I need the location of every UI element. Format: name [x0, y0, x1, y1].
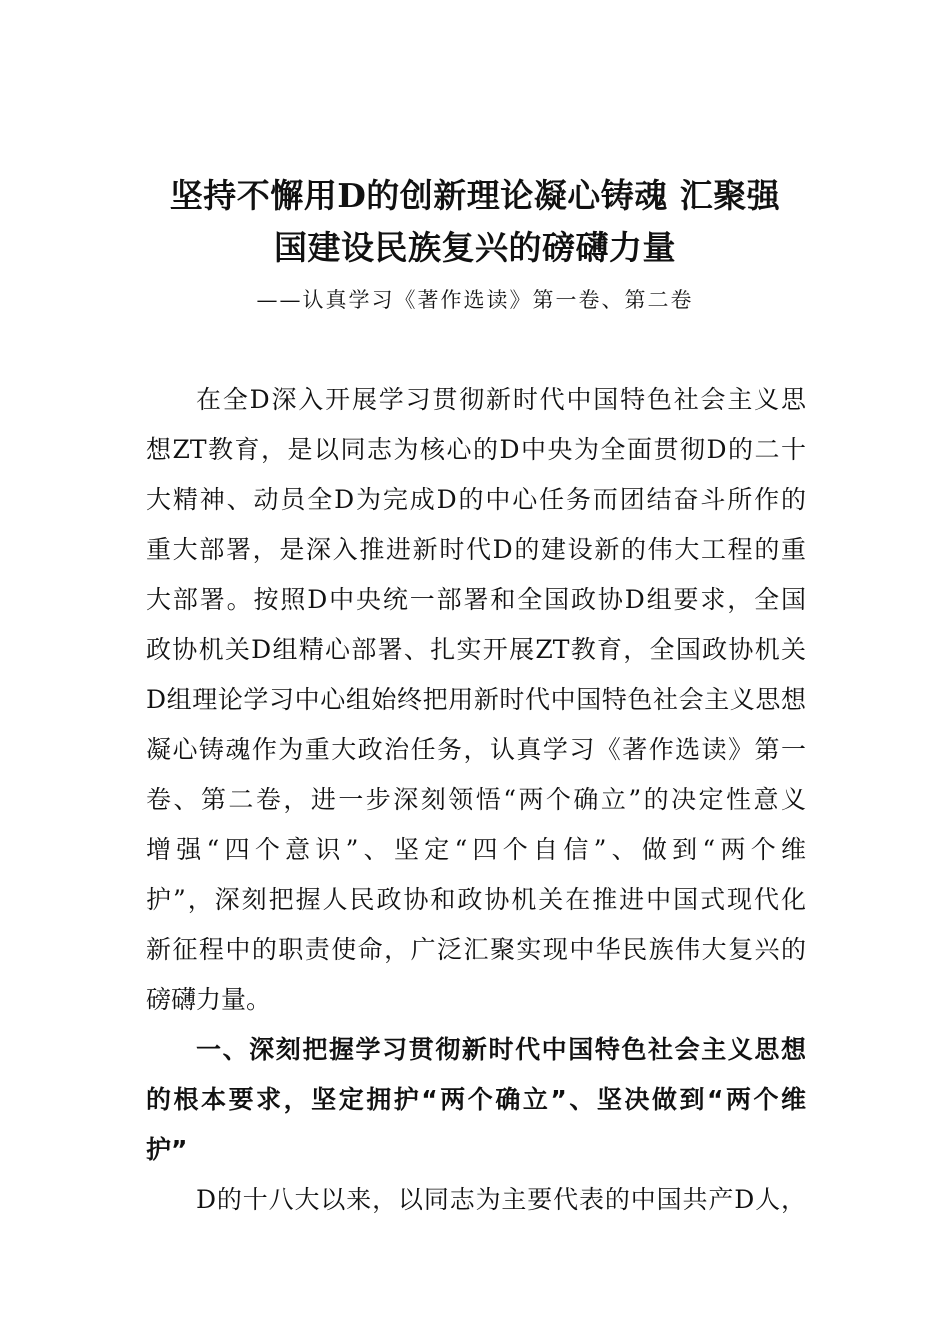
paragraph-1-line: 磅礴力量。	[146, 985, 272, 1014]
paragraph-1-line: D组理论学习中心组始终把用新时代中国特色社会主义思想	[146, 685, 806, 714]
document-title-line-2: 国建设民族复兴的磅礴力量	[274, 228, 676, 267]
paragraph-1-line: 增强“四个意识”、坚定“四个自信”、做到“两个维	[146, 835, 806, 864]
section-heading-line: 的根本要求，坚定拥护“两个确立”、坚决做到“两个维	[146, 1085, 806, 1114]
section-heading-line: 一、深刻把握学习贯彻新时代中国特色社会主义思想	[196, 1035, 806, 1064]
paragraph-1-line: 凝心铸魂作为重大政治任务，认真学习《著作选读》第一	[146, 735, 806, 764]
document-subtitle: ——认真学习《著作选读》第一卷、第二卷	[256, 288, 694, 312]
section-heading-line: 护”	[146, 1135, 188, 1164]
paragraph-2-line: D的十八大以来，以同志为主要代表的中国共产D人，	[196, 1185, 806, 1214]
paragraph-1-line: 新征程中的职责使命，广泛汇聚实现中华民族伟大复兴的	[146, 935, 806, 964]
paragraph-1-line: 护”，深刻把握人民政协和政协机关在推进中国式现代化	[146, 885, 806, 914]
paragraph-1-line: 在全D深入开展学习贯彻新时代中国特色社会主义思	[196, 385, 806, 414]
document-title-line-1: 坚持不懈用D的创新理论凝心铸魂 汇聚强	[169, 176, 781, 215]
paragraph-1-line: 大部署。按照D中央统一部署和全国政协D组要求，全国	[146, 585, 806, 614]
paragraph-1-line: 政协机关D组精心部署、扎实开展ZT教育，全国政协机关	[146, 635, 806, 664]
paragraph-1-line: 卷、第二卷，进一步深刻领悟“两个确立”的决定性意义	[146, 785, 806, 814]
paragraph-1-line: 重大部署，是深入推进新时代D的建设新的伟大工程的重	[146, 535, 806, 564]
paragraph-1-line: 大精神、动员全D为完成D的中心任务而团结奋斗所作的	[146, 485, 806, 514]
paragraph-1-line: 想ZT教育，是以同志为核心的D中央为全面贯彻D的二十	[146, 435, 806, 464]
